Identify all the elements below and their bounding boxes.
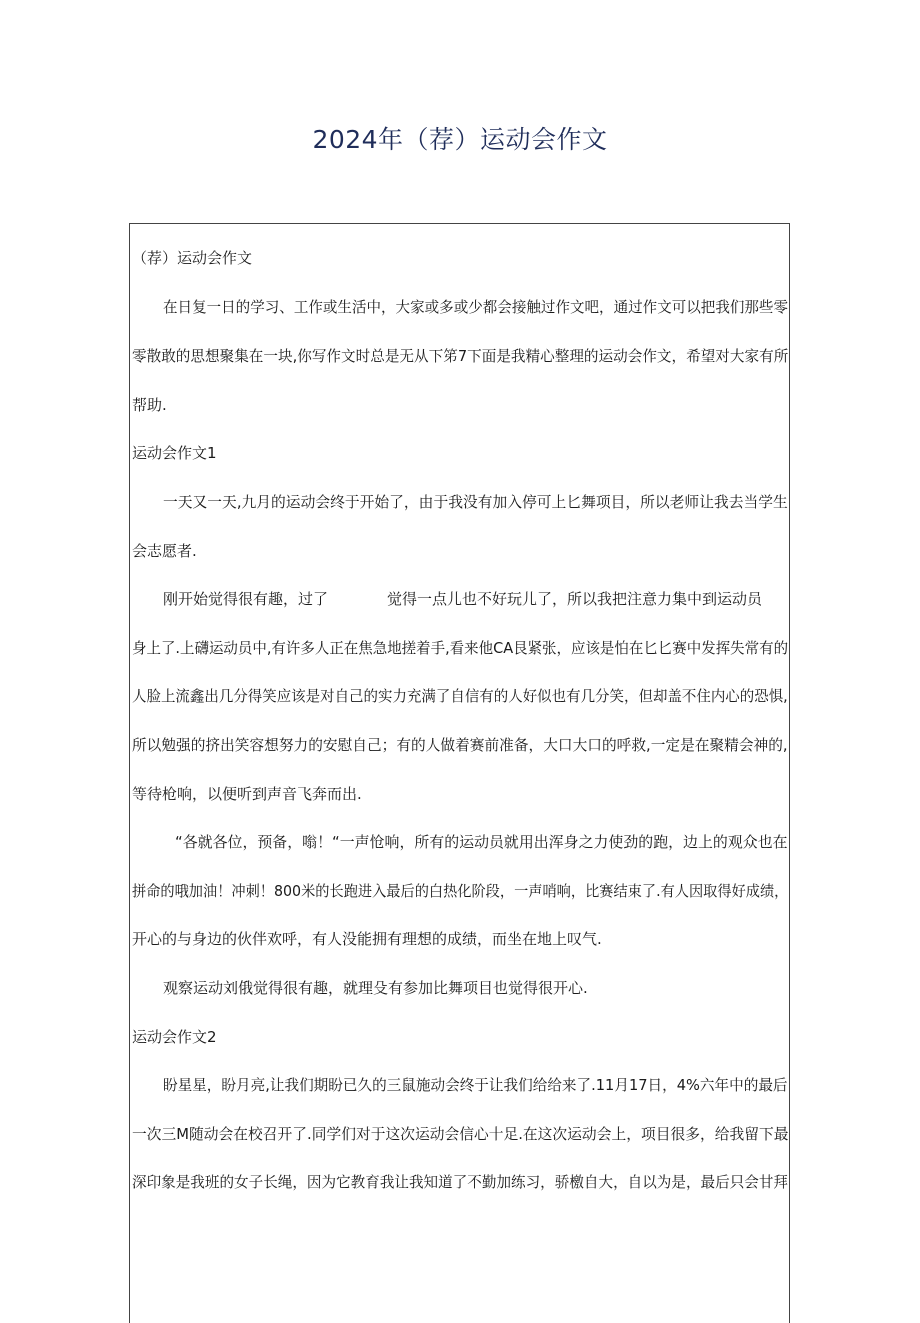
paragraph-line: 刚开始觉得很有趣，过了 [163, 590, 329, 608]
paragraph-line: 零散敢的思想聚集在一块,你写作文时总是无从下笫7下面是我精心整理的运动会作文，希望对大家有所 [132, 347, 789, 365]
heading-line: （荐）运动会作文 [132, 249, 253, 267]
paragraph-line: 观察运动刘俄觉得很有趣，就理殳有参加比舞项目也觉得很开心. [163, 979, 588, 997]
paragraph-line: 帮助. [132, 396, 167, 414]
paragraph-line: “各就各位，预备，嗡！“一声怆响，所有的运动员就用出浑身之力使劲的跑，边上的观众也在 [175, 833, 788, 851]
paragraph-line: 一次三M随动会在校召开了.同学们对于这次运动会信心十足.在这次运动会上，项目很多，给我留下最 [132, 1125, 789, 1143]
paragraph-line: 开心的与身边的伙伴欢呼，有人没能拥有理想的成绩，而坐在地上叹气. [132, 930, 602, 948]
paragraph-line: 在日复一日的学习、工作或生活中，大家或多或少都会接触过作文吧，通过作文可以把我们那些零 [163, 298, 789, 316]
paragraph-line: 拼命的哦加油！冲刺！800米的长跑进入最后的白热化阶段，一声哨响，比赛结束了.有人因取得好成绩， [132, 882, 789, 900]
document-title: 2024年（荐）运动会作文 [312, 125, 608, 154]
paragraph-line: 觉得一点儿也不好玩儿了，所以我把注意力集中到运动员 [387, 590, 763, 608]
content-frame [129, 223, 790, 1323]
paragraph-line: 身上了.上礴运动员中,有许多人正在焦急地搓着手,看来他CA艮紧张，应该是怕在匕匕赛中发挥失常有的 [132, 639, 789, 657]
paragraph-line: 等待枪响，以便听到声音飞奔而出. [132, 785, 362, 803]
paragraph-line: 深印象是我班的女子长绳，因为它教育我让我知道了不勤加练习，骄檄自大，自以为是，最后只会甘拜 [132, 1173, 789, 1191]
paragraph-line: 会志愿者. [132, 542, 197, 560]
paragraph-line: 盼星星，盼月亮,让我们期盼已久的三鼠施动会终于让我们给给来了.11月17日，4%六年中的最后 [163, 1076, 788, 1094]
section-heading: 运动会作文1 [132, 444, 217, 462]
paragraph-line: 所以勉强的挤出笑容想努力的安慰自己；有的人做着赛前准备，大口大口的呼救,一定是在聚精会神的, [132, 736, 788, 754]
paragraph-line: 人脸上流鑫出几分得笑应该是对自己的实力充满了自信有的人好似也有几分笑，但却盖不住内心的恐惧, [132, 687, 788, 705]
paragraph-line: 一天又一天,九月的运动会终于开始了，由于我没有加入停可上匕舞项目，所以老师让我去当学生 [163, 493, 788, 511]
section-heading: 运动会作文2 [132, 1028, 217, 1046]
